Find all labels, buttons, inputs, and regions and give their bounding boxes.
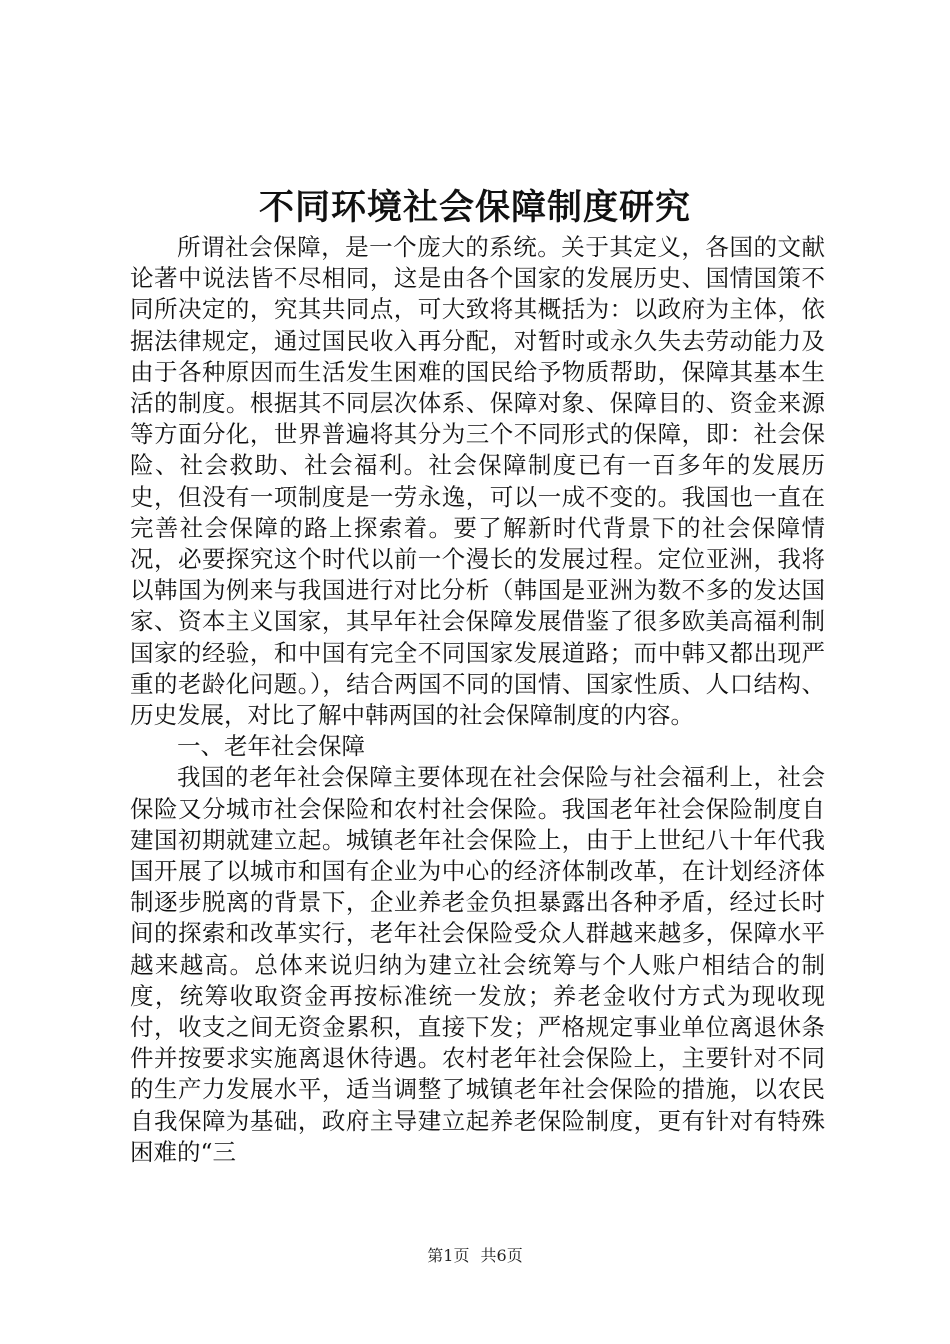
document-body	[130, 232, 825, 1168]
body-paragraph-intro: 所谓社会保障，是一个庞大的系统。关于其定义，各国的文献论著中说法皆不尽相同，这是由各个国家的发展历史、国情国策不同所决定的，究其共同点，可大致将其概括为：以政府为主体，依据法律规定，通过国民收入再分配，对暂时或永久失去劳动能力及由于各种原因而生活发生困难的国民给予物质帮助，保障其基本生活的制度。根据其不同层次体系、保障对象、保障目的、资金来源等方面分化，世界普遍将其分为三个不同形式的保障，即：社会保险、社会救助、社会福利。社会保障制度已有一百多年的发展历史，但没有一项制度是一劳永逸，可以一成不变的。我国也一直在完善社会保障的路上探索着。要了解新时代背景下的社会保障情况，必要探究这个时代以前一个漫长的发展过程。定位亚洲，我将以韩国为例来与我国进行对比分析（韩国是亚洲为数不多的发达国家、资本主义国家，其早年社会保障发展借鉴了很多欧美高福利制国家的经验，和中国有完全不同国家发展道路；而中韩又都出现严重的老龄化问题。），结合两国不同的国情、国家性质、人口结构、历史发展，对比了解中韩两国的社会保障制度的内容。	[130, 233, 825, 730]
document-title: 不同环境社会保障制度研究	[258, 187, 691, 228]
section-heading: 一、老年社会保障	[177, 732, 365, 761]
body-paragraph-elderly-security: 我国的老年社会保障主要体现在社会保险与社会福利上，社会保险又分城市社会保险和农村社会保险。我国老年社会保险制度自建国初期就建立起。城镇老年社会保险上，由于上世纪八十年代我国开展了以城市和国有企业为中心的经济体制改革，在计划经济体制逐步脱离的背景下，企业养老金负担暴露出各种矛盾，经过长时间的探索和改革实行，老年社会保险受众人群越来越多，保障水平越来越高。总体来说归纳为建立社会统筹与个人账户相结合的制度，统筹收取资金再按标准统一发放；养老金收付方式为现收现付，收支之间无资金累积，直接下发；严格规定事业单位离退休条件并按要求实施离退休待遇。农村老年社会保险上，主要针对不同的生产力发展水平，适当调整了城镇老年社会保险的措施，以农民自我保障为基础，政府主导建立起养老保险制度，更有针对有特殊困难的“三	[130, 763, 825, 1166]
page-number-current: 第1页	[427, 1246, 470, 1265]
page-number-total: 共6页	[480, 1246, 523, 1265]
page-footer	[0, 1246, 950, 1266]
